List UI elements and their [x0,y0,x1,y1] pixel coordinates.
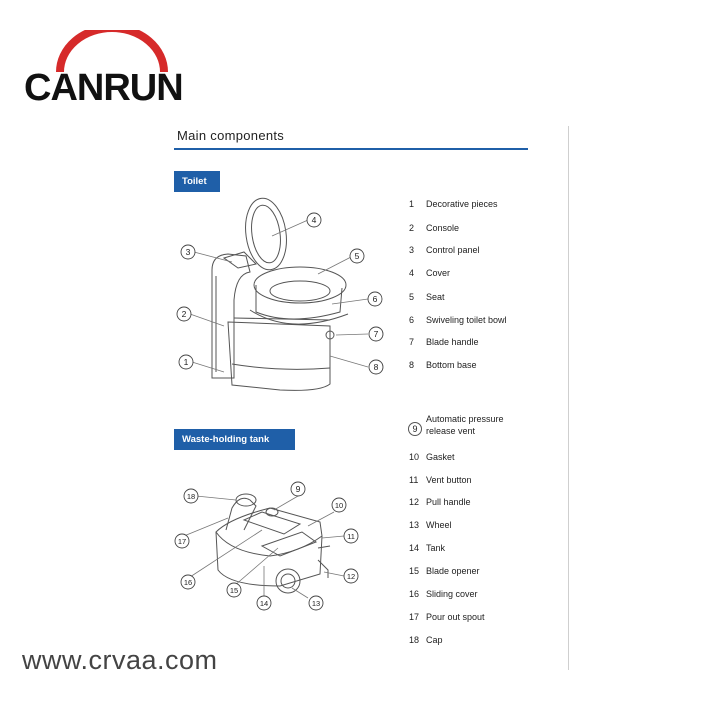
callout-number: 1 [183,357,189,367]
legend-number: 4 [409,268,415,278]
legend-number: 3 [409,245,415,255]
callout-number: 6 [372,294,378,304]
legend-number: 6 [409,315,415,325]
callout-number: 14 [259,599,269,608]
callout-number: 15 [229,586,239,595]
callout-number: 5 [354,251,360,261]
legend-label: Swiveling toilet bowl [426,315,507,325]
callout-1 [179,355,193,369]
legend-number: 1 [409,199,415,209]
callout-3 [181,245,195,259]
legend-label: Pull handle [426,497,471,507]
legend-label: Cover [426,268,451,278]
legend-label: Bottom base [426,360,477,370]
legend-number: 16 [409,589,420,599]
legend-label: Seat [426,292,445,302]
callout-2 [177,307,191,321]
page-title: Main components [177,128,285,143]
legend-number: 8 [409,360,415,370]
callout-markers [175,213,383,610]
legend-label: Gasket [426,452,455,462]
callout-6 [368,292,382,306]
callout-number: 10 [334,501,344,510]
callout-number: 9 [295,484,301,494]
callout-12 [344,569,358,583]
callout-14 [257,596,271,610]
legend-label: Blade opener [426,566,480,576]
legend-label: Cap [426,635,443,645]
legend-label: Console [426,223,460,233]
callout-number: 4 [311,215,317,225]
legend-number: 17 [409,612,420,622]
legend-label: Sliding cover [426,589,478,599]
callout-number: 13 [311,599,321,608]
legend-number: 7 [409,337,415,347]
callout-number: 3 [185,247,191,257]
legend-label: Automatic pressure [426,414,504,424]
callout-number: 11 [347,532,355,541]
legend-number: 18 [409,635,420,645]
legend-number: 14 [409,543,420,553]
legend-label: Vent button [426,475,472,485]
callout-8 [369,360,383,374]
callout-16 [181,575,195,589]
callout-number: 16 [183,578,193,587]
legend-label: Decorative pieces [426,199,498,209]
callout-18 [184,489,198,503]
website-url: www.crvaa.com [22,645,218,675]
callout-number: 12 [346,572,356,581]
toilet-illustration [212,196,348,391]
callout-11 [344,529,358,543]
legend-number: 13 [409,520,420,530]
section-tag-tank: Waste-holding tank [174,429,295,450]
legend-label: Tank [426,543,446,553]
callout-17 [175,534,189,548]
legend-number: 11 [409,475,419,485]
callout-number: 17 [177,537,187,546]
legend-label: Pour out spout [426,612,485,622]
legend-number: 12 [409,497,420,507]
callout-7 [369,327,383,341]
section-tag-toilet: Toilet [174,171,220,192]
legend-label: Blade handle [426,337,479,347]
callout-number: 2 [181,309,187,319]
logo-text: CANRUN [24,67,183,109]
legend-label: Control panel [426,245,480,255]
tank-illustration [216,494,330,593]
callout-9 [291,482,305,496]
callout-number: 8 [373,362,379,372]
callout-number: 18 [186,492,196,501]
legend-number: 5 [409,292,415,302]
legend-number: 15 [409,566,420,576]
callout-5 [350,249,364,263]
legend-number: 2 [409,223,415,233]
callout-number: 7 [373,329,379,339]
legend-number: 10 [409,452,420,462]
legend-label: Wheel [426,520,452,530]
callout-13 [309,596,323,610]
legend-label-line2: release vent [426,426,476,436]
legend-number: 9 [408,422,422,436]
callout-15 [227,583,241,597]
callout-4 [307,213,321,227]
callout-10 [332,498,346,512]
